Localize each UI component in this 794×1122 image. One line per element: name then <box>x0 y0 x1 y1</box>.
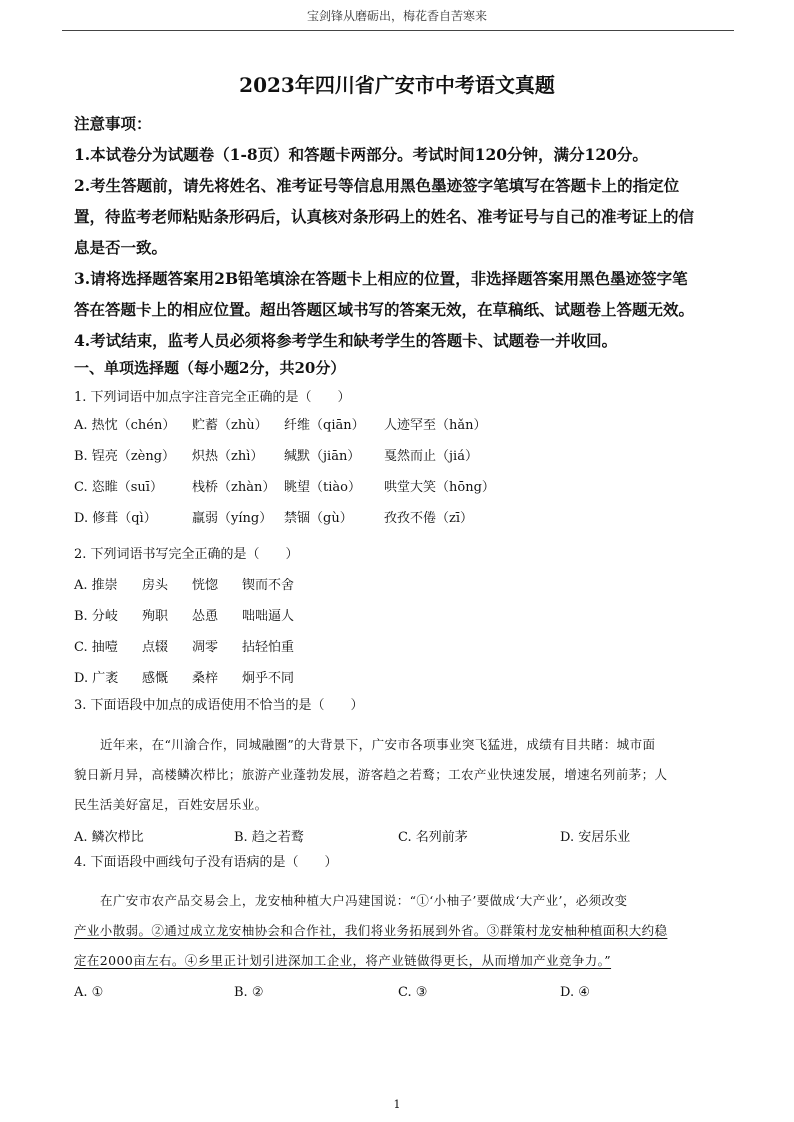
choice-b: B. 趋之若鹜 <box>234 830 304 845</box>
question-1-option-row <box>74 416 734 436</box>
option-item: 凋零 <box>192 640 219 655</box>
option-item: 纤维（qiān） <box>284 418 365 433</box>
question-2-stem: 2. 下列词语书写完全正确的是（ ） <box>74 547 299 562</box>
question-2-option-row <box>74 576 734 596</box>
option-item: C. 抽噎 <box>74 640 118 655</box>
question-2-option-row <box>74 607 734 627</box>
question-4-passage <box>74 886 734 976</box>
choice-a: A. 鳞次栉比 <box>74 830 144 845</box>
question-2-option-row <box>74 669 734 689</box>
choice-a: A. ① <box>74 985 104 1000</box>
passage-line: 产业小散弱。②通过成立龙安柚协会和合作社，我们将业务拓展到外省。③群策村龙安柚种植面积大约稳 <box>74 923 668 938</box>
choice-c: C. 名列前茅 <box>398 830 468 845</box>
question-1-option-row <box>74 447 734 467</box>
option-item: 眺望（tiào） <box>284 480 361 495</box>
option-item: 拈轻怕重 <box>242 640 295 655</box>
option-item: A. 热忱（chén） <box>74 418 176 433</box>
option-item: 炽热（zhì） <box>192 449 264 464</box>
question-2-option-row <box>74 638 734 658</box>
option-item: D. 修葺（qì） <box>74 511 157 526</box>
option-item: 栈桥（zhàn） <box>192 480 276 495</box>
option-item: 锲而不舍 <box>242 578 295 593</box>
option-item: 缄默（jiān） <box>284 449 361 464</box>
choice-b: B. ② <box>234 985 264 1000</box>
question-1-stem: 1. 下列词语中加点字注音完全正确的是（ ） <box>74 390 351 405</box>
question-4-choices <box>74 983 734 1003</box>
option-item: 咄咄逼人 <box>242 609 295 624</box>
option-item: 桑梓 <box>192 671 219 686</box>
notes-line: 答在答题卡上的相应位置。超出答题区域书写的答案无效，在草稿纸、试题卷上答题无效。 <box>74 300 695 319</box>
choice-c: C. ③ <box>398 985 428 1000</box>
option-item: A. 推崇 <box>74 578 118 593</box>
option-item: 禁锢（gù） <box>284 511 353 526</box>
notes-line: 2.考生答题前，请先将姓名、准考证号等信息用黑色墨迹签字笔填写在答题卡上的指定位 <box>74 176 680 195</box>
passage-line: 近年来，在“川渝合作，同城融圈”的大背景下，广安市各项事业突飞猛进，成绩有目共睹：城市面 <box>100 737 656 752</box>
notes-heading: 注意事项： <box>74 114 152 133</box>
question-1-option-row <box>74 478 734 498</box>
passage-line: 定在2000亩左右。④乡里正计划引进深加工企业，将产业链做得更长，从而增加产业竞争力。” <box>74 953 612 968</box>
option-item: 人迹罕至（hǎn） <box>384 418 487 433</box>
notes-line: 息是否一致。 <box>74 238 168 257</box>
option-item: 哄堂大笑（hōng） <box>384 480 495 495</box>
option-item: 贮蓄（zhù） <box>192 418 268 433</box>
option-item: 戛然而止（jiá） <box>384 449 478 464</box>
question-3-choices <box>74 828 734 848</box>
passage-line: 在广安市农产品交易会上，龙安柚种植大户冯建国说：“①‘小柚子’要做成‘大产业’，必须改变 <box>100 893 628 908</box>
option-item: 殉职 <box>142 609 169 624</box>
option-item: 房头 <box>142 578 169 593</box>
option-item: D. 广袤 <box>74 671 119 686</box>
question-4-stem: 4. 下面语段中画线句子没有语病的是（ ） <box>74 855 338 870</box>
notes-line: 1.本试卷分为试题卷（1-8页）和答题卡两部分。考试时间120分钟，满分120分。 <box>74 145 648 164</box>
choice-d: D. ④ <box>560 985 590 1000</box>
notes-line: 4.考试结束，监考人员必须将参考学生和缺考学生的答题卡、试题卷一并收回。 <box>74 331 618 350</box>
option-item: 炯乎不同 <box>242 671 295 686</box>
section-heading: 一、单项选择题（每小题2分，共20分） <box>74 359 346 377</box>
page-number: 1 <box>393 1098 401 1111</box>
page-title: 2023年四川省广安市中考语文真题 <box>239 73 555 97</box>
option-item: 点辍 <box>142 640 169 655</box>
option-item: 感慨 <box>142 671 169 686</box>
option-item: 怂恿 <box>192 609 219 624</box>
notes-block <box>74 108 734 356</box>
header-divider <box>62 30 734 31</box>
question-3-passage <box>74 730 734 820</box>
choice-d: D. 安居乐业 <box>560 830 631 845</box>
question-3-stem: 3. 下面语段中加点的成语使用不恰当的是（ ） <box>74 698 364 713</box>
notes-line: 3.请将选择题答案用2B铅笔填涂在答题卡上相应的位置，非选择题答案用黑色墨迹签字笔 <box>74 269 688 288</box>
passage-line: 民生活美好富足，百姓安居乐业。 <box>74 797 268 812</box>
option-item: B. 锃亮（zèng） <box>74 449 176 464</box>
option-item: B. 分岐 <box>74 609 118 624</box>
question-1-option-row <box>74 509 734 529</box>
passage-line: 貌日新月异，高楼鳞次栉比；旅游产业蓬勃发展，游客趋之若鹜；工农产业快速发展，增速名列前茅；人 <box>74 767 668 782</box>
notes-line: 置，待监考老师粘贴条形码后，认真核对条形码上的姓名、准考证号与自己的准考证上的信 <box>74 207 695 226</box>
option-item: 孜孜不倦（zī） <box>384 511 474 526</box>
option-item: C. 恣睢（suī） <box>74 480 163 495</box>
option-item: 羸弱（yíng） <box>192 511 273 526</box>
header-motto: 宝剑锋从磨砺出，梅花香自苦寒来 <box>306 9 487 23</box>
option-item: 恍惚 <box>192 578 219 593</box>
